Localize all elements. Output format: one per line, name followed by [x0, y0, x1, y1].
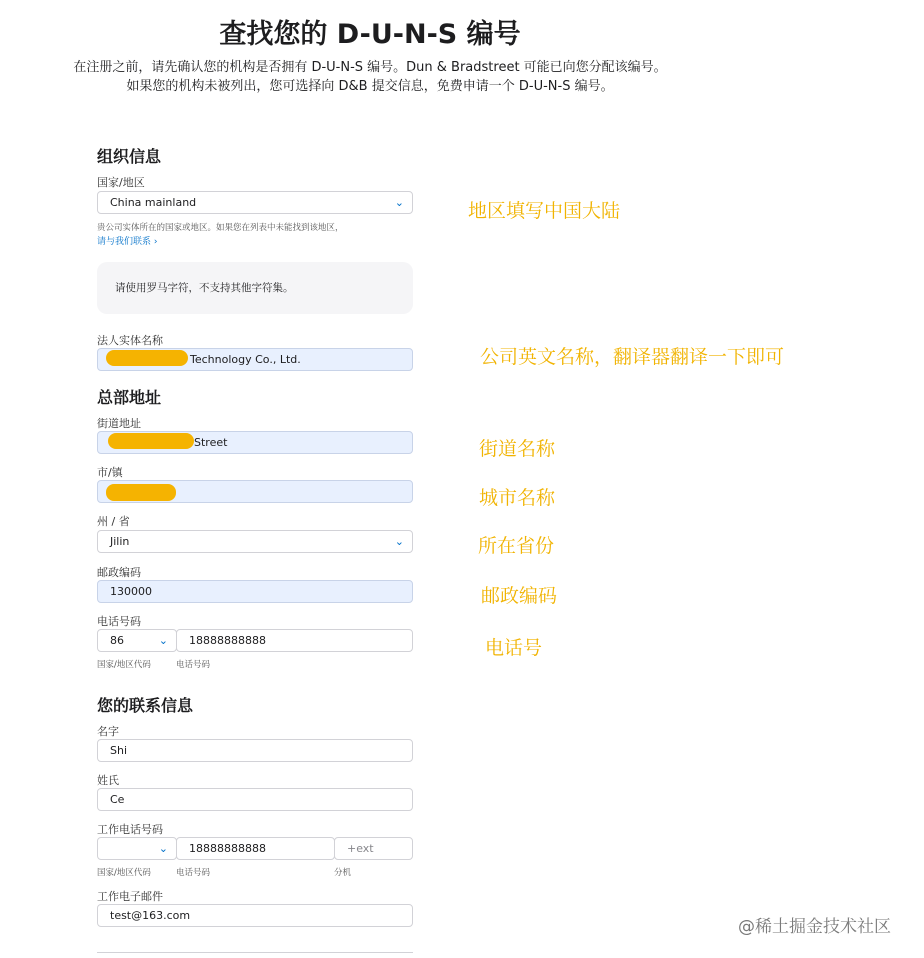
country-value: China mainland — [110, 196, 197, 209]
last-name-value: Ce — [110, 793, 125, 806]
first-name-label: 名字 — [97, 725, 119, 738]
annotation-postal: 邮政编码 — [481, 585, 558, 607]
last-name-input[interactable] — [97, 788, 413, 811]
phone-label: 电话号码 — [97, 615, 141, 628]
work-phone-number-value: 18888888888 — [189, 842, 266, 855]
work-country-code-label: 国家/地区代码 — [97, 868, 151, 878]
roman-characters-note: 请使用罗马字符，不支持其他字符集。 — [97, 262, 413, 314]
work-phone-number-label: 电话号码 — [176, 868, 211, 878]
contact-section-title: 您的联系信息 — [97, 696, 194, 715]
extension-placeholder: +ext — [347, 842, 374, 855]
redaction-mark — [108, 433, 194, 449]
email-label: 工作电子邮件 — [97, 890, 163, 903]
last-name-label: 姓氏 — [97, 774, 119, 787]
extension-input[interactable] — [334, 837, 413, 860]
phone-number-value: 18888888888 — [189, 634, 266, 647]
redaction-mark — [106, 350, 188, 366]
hq-section-title: 总部地址 — [97, 388, 162, 407]
first-name-input[interactable] — [97, 739, 413, 762]
city-label: 市/镇 — [97, 466, 123, 479]
work-phone-number-input[interactable] — [176, 837, 335, 860]
phone-country-value: 86 — [110, 634, 124, 647]
phone-number-label: 电话号码 — [176, 660, 211, 670]
chevron-down-icon: ⌄ — [158, 842, 168, 855]
work-phone-label: 工作电话号码 — [97, 823, 163, 836]
contact-us-link[interactable]: 请与我们联系 › — [97, 237, 158, 247]
redaction-mark — [106, 484, 176, 501]
chevron-down-icon: ⌄ — [158, 634, 168, 647]
state-label: 州 / 省 — [97, 515, 130, 528]
country-help: 贵公司实体所在的国家或地区。如果您在列表中未能找到该地区， — [97, 223, 344, 233]
entity-value: Technology Co., Ltd. — [190, 353, 301, 366]
country-code-label: 国家/地区代码 — [97, 660, 151, 670]
annotation-province: 所在省份 — [478, 535, 555, 557]
street-label: 街道地址 — [97, 417, 141, 430]
email-input[interactable] — [97, 904, 413, 927]
divider — [97, 952, 413, 953]
watermark: @稀土掘金技术社区 — [738, 917, 891, 937]
email-value: test@163.com — [110, 909, 191, 922]
entity-label: 法人实体名称 — [97, 334, 163, 347]
postal-value: 130000 — [110, 585, 152, 598]
annotation-company: 公司英文名称，翻译器翻译一下即可 — [480, 346, 785, 368]
annotation-city: 城市名称 — [479, 487, 556, 509]
chevron-down-icon: ⌄ — [394, 535, 404, 548]
street-value: Street — [194, 436, 228, 449]
country-select[interactable] — [97, 191, 413, 214]
first-name-value: Shi — [110, 744, 128, 757]
org-section-title: 组织信息 — [97, 147, 162, 166]
country-label: 国家/地区 — [97, 176, 145, 189]
phone-country-select[interactable] — [97, 629, 177, 652]
state-value: Jilin — [110, 535, 130, 548]
annotation-region: 地区填写中国大陆 — [468, 200, 621, 222]
phone-number-input[interactable] — [176, 629, 413, 652]
work-phone-country-select[interactable] — [97, 837, 177, 860]
intro-text: 在注册之前，请先确认您的机构是否拥有 D-U-N-S 编号。Dun & Bradstreet 可能已向您分配该编号。如果您的机构未被列出，您可选择向 D&B 提交信息，免费申请一个 D-U-N-S 编号。 — [73, 60, 667, 94]
state-select[interactable] — [97, 530, 413, 553]
annotation-phone: 电话号 — [485, 637, 543, 659]
annotation-street: 街道名称 — [479, 438, 556, 460]
postal-label: 邮政编码 — [97, 566, 141, 579]
postal-input[interactable] — [97, 580, 413, 603]
chevron-down-icon: ⌄ — [394, 196, 404, 209]
extension-label: 分机 — [334, 868, 352, 878]
page-title: 查找您的 D-U-N-S 编号 — [219, 19, 521, 50]
